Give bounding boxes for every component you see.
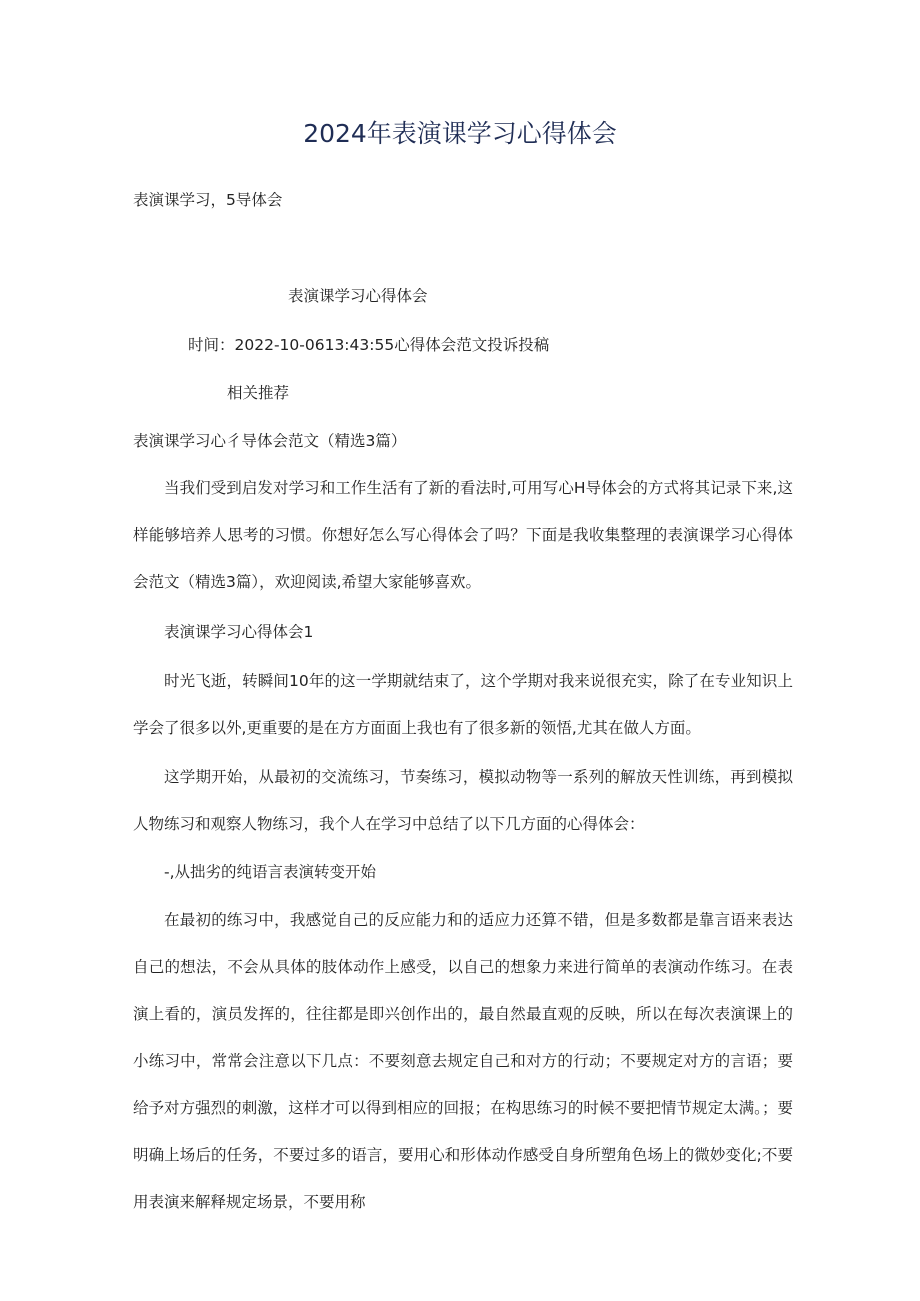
- paragraph-body: 这学期开始，从最初的交流练习，节奏练习，模拟动物等一系列的解放天性训练，再到模拟人物练习和观察人物练习，我个人在学习中总结了以下几方面的心得体会：: [133, 768, 793, 833]
- paragraph-subheading: -,从拙劣的纯语言表演转变开始: [164, 863, 377, 881]
- article-heading: 表演课学习心彳导体会范文（精选3篇）: [133, 432, 407, 450]
- document-tags: 表演课学习，5导体会: [133, 191, 283, 209]
- article-meta: 时间：2022-10-0613:43:55心得体会范文投诉投稿: [188, 336, 550, 354]
- document-title: 2024年表演课学习心得体会: [303, 119, 617, 148]
- paragraph-body: 在最初的练习中，我感觉自己的反应能力和的适应力还算不错，但是多数都是靠言语来表达自己的想法，不会从具体的肢体动作上感受，以自己的想象力来进行简单的表演动作练习。在表演上看的，演员发挥的，往往都是即兴创作出的，最自然最直观的反映，所以在每次表演课上的小练习中，常常会注意以下几点：不要刻意去规定自己和对方的行动；不要规定对方的言语；要给予对方强烈的刺激，这样才可以得到相应的回报；在构思练习的时候不要把情节规定太满。；要明确上场后的任务，不要过多的语言，要用心和形体动作感受自身所塑角色场上的微妙变化;不要用表演来解释规定场景，不要用称: [133, 911, 793, 1211]
- related-heading[interactable]: 相关推荐: [227, 384, 290, 402]
- paragraph-intro: 当我们受到启发对学习和工作生活有了新的看法时,可用写心H导体会的方式将其记录下来,这样能够培养人思考的习惯。你想好怎么写心得体会了吗？下面是我收集整理的表演课学习心得体会范文（精选3篇），欢迎阅读,希望大家能够喜欢。: [133, 479, 793, 591]
- article-subtitle: 表演课学习心得体会: [288, 287, 428, 305]
- paragraph-body: 时光飞逝，转瞬间10年的这一学期就结束了，这个学期对我来说很充实，除了在专业知识上学会了很多以外,更重要的是在方方面面上我也有了很多新的领悟,尤其在做人方面。: [133, 672, 793, 737]
- paragraph-section-heading: 表演课学习心得体会1: [164, 623, 314, 641]
